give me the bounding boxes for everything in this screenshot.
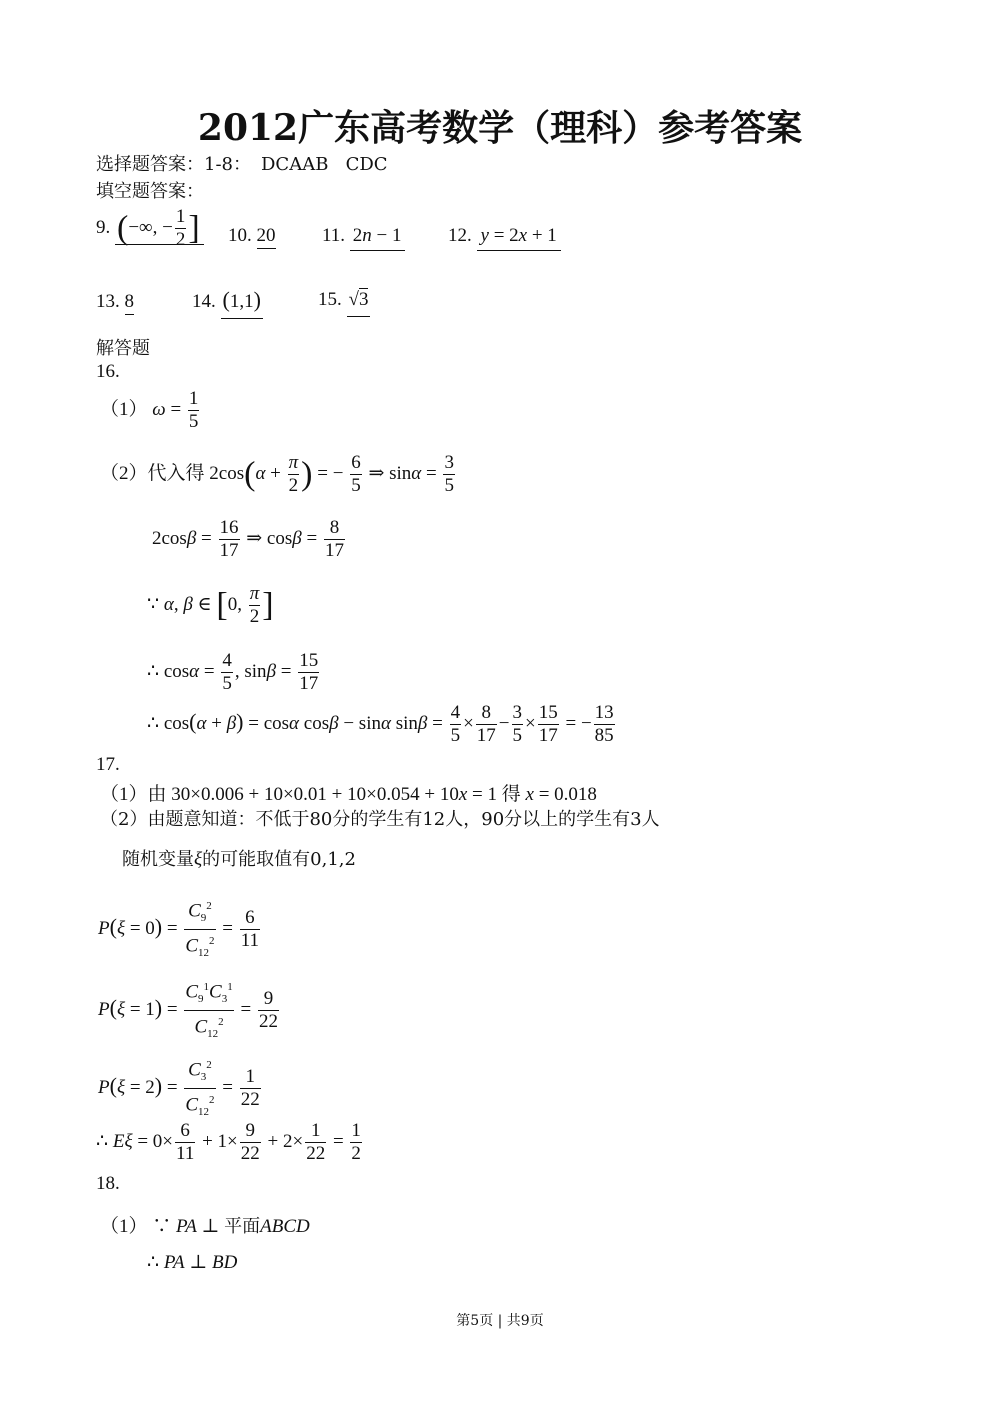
therefore-symbol: ∴ xyxy=(147,712,160,734)
plane-text: 平面 xyxy=(224,1216,261,1236)
answer-13 xyxy=(96,291,134,313)
therefore-symbol: ∴ xyxy=(96,1130,109,1152)
q11-number: 11. xyxy=(322,225,346,246)
q14-number: 14. xyxy=(192,291,216,312)
p17-part2-text: 由题意知道：不低于80分的学生有12人，90分以上的学生有3人 xyxy=(147,809,660,830)
answer-11 xyxy=(322,225,405,247)
p17-part2-label: （2） xyxy=(100,809,148,830)
p17-prob-2: P(ξ = 2) = $\frac{C_3^2}{C_{12}^2}$ = $\frac{1}{22}$ xyxy=(98,1054,263,1123)
q13-number: 13. xyxy=(96,291,120,312)
p16-part1-label: （1） xyxy=(100,398,148,420)
p17-part2 xyxy=(100,805,660,831)
choice-label: 选择题答案：1-8： xyxy=(96,154,251,175)
p17-prob-1: P(ξ = 1) = $\frac{C_9^1C_3^1}{C_{12}^2}$ = $\frac{9}{22}$ xyxy=(98,976,281,1045)
answer-14-value: (1,1) xyxy=(221,291,263,319)
p16-part2-line5: ∴ cos(α + β) = cosα cosβ − sinα sinβ = $\frac{4}{5}$ × $\frac{8}{17}$ − $\frac{3}{5}$ × $\frac{15}{17}$ = − $\frac{13}{85}$ xyxy=(147,702,614,746)
q9-number: 9. xyxy=(96,216,111,238)
answer-10-value: 20 xyxy=(257,225,276,249)
answer-15-radicand: 3 xyxy=(358,289,369,310)
p16-part2-line4: ∴ cosα = $\frac{4}{5}$ , sinβ = $\frac{15}{17}$ xyxy=(147,650,319,694)
q15-number: 15. xyxy=(318,289,342,310)
p17-expectation: ∴ Eξ = 0× $\frac{6}{11}$ + 1× $\frac{9}{22}$ + 2× $\frac{1}{22}$ = $\frac{1}{2}$ xyxy=(96,1120,361,1164)
answer-9-interval: (−∞, − $\frac{1}{2}$ ] xyxy=(115,217,204,245)
p17-part1: （1）由 30×0.006 + 10×0.01 + 10×0.054 + 10x = 1 得 x = 0.018 xyxy=(100,784,597,805)
problem-18-number: 18. xyxy=(96,1173,120,1194)
p17-rv-text: 随机变量 xyxy=(122,849,194,870)
answer-15-value: √3 xyxy=(347,289,371,317)
problem-16-number: 16. xyxy=(96,361,120,382)
p18-part1-label: （1） xyxy=(100,1216,148,1237)
answer-12 xyxy=(448,225,561,247)
answer-9 xyxy=(96,206,204,251)
p18-part1-line1: （1） ∵ PA ⊥ 平面ABCD xyxy=(100,1216,310,1237)
answer-12-value: y = 2x + 1 xyxy=(477,225,561,251)
p17-rv-line: 随机变量ξ的可能取值有0,1,2 xyxy=(122,849,356,870)
p16-part2-line1: （2）代入得 2cos(α + $\frac{\pi}{2}$ ) = − $\frac{6}{5}$ ⇒ sinα = $\frac{3}{5}$ xyxy=(100,452,454,496)
answer-11-value: 2n − 1 xyxy=(350,225,405,251)
page-title: 2012广东高考数学（理科）参考答案 xyxy=(197,107,803,149)
choice-answers-line xyxy=(96,150,388,176)
because-symbol: ∵ xyxy=(152,1216,172,1237)
p17-rv-text2: 的可能取值有0,1,2 xyxy=(202,849,356,870)
because-symbol: ∵ xyxy=(147,593,160,615)
p18-part1-line2: ∴ PA ⊥ BD xyxy=(147,1252,238,1273)
page-footer: 第5页 | 共9页 xyxy=(456,1313,544,1329)
q12-number: 12. xyxy=(448,225,472,246)
get-text: 得 xyxy=(501,784,521,805)
fill-label: 填空题答案： xyxy=(96,181,204,202)
p16-part2-line3: ∵ α, β ∈ [0, $\frac{\pi}{2}$ ] xyxy=(147,583,274,627)
therefore-symbol: ∴ xyxy=(147,1252,160,1273)
answer-10 xyxy=(228,225,276,247)
by-text: 由 xyxy=(147,784,167,805)
problem-17-number: 17. xyxy=(96,754,120,775)
choice-answers: DCAAB CDC xyxy=(261,154,388,175)
solve-label: 解答题 xyxy=(96,338,150,359)
answer-15 xyxy=(318,289,370,311)
p17-prob-0: P(ξ = 0) = $\frac{C_9^2}{C_{12}^2}$ = $\frac{6}{11}$ xyxy=(98,895,262,964)
q10-number: 10. xyxy=(228,225,252,246)
answer-13-value: 8 xyxy=(125,291,135,315)
p16-part2-label: （2） xyxy=(100,462,148,484)
p16-substitute-text: 代入得 xyxy=(147,462,205,484)
p16-part1: （1） ω = $\frac{1}{5}$ xyxy=(100,388,199,432)
p17-part1-label: （1） xyxy=(100,784,148,805)
answer-14 xyxy=(192,287,263,313)
therefore-symbol: ∴ xyxy=(147,660,160,682)
p16-part2-line2: 2cosβ = $\frac{16}{17}$ ⇒ cosβ = $\frac{8}{17}$ xyxy=(152,517,344,561)
